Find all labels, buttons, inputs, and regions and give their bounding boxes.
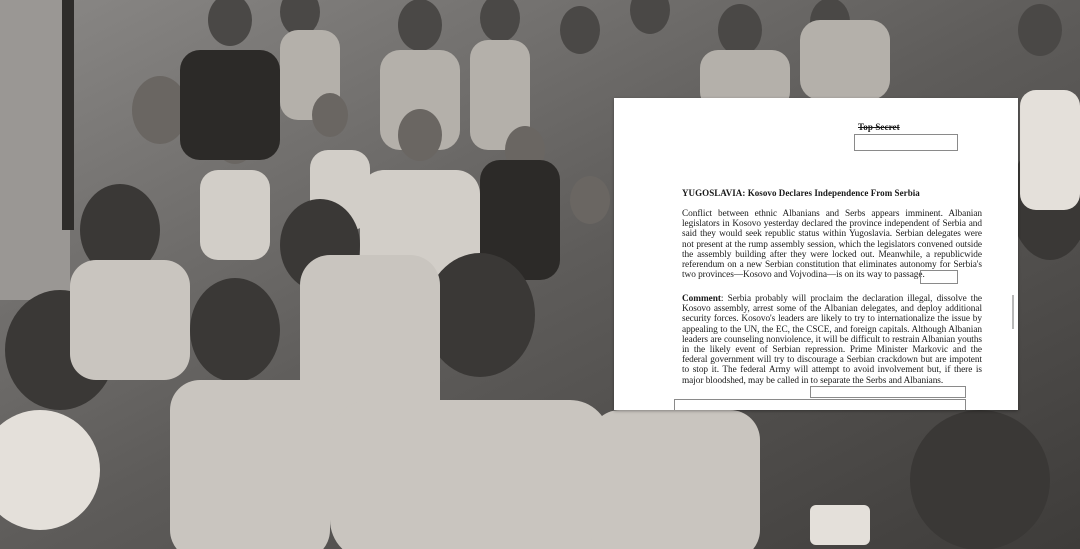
- document-headline: YUGOSLAVIA: Kosovo Declares Independence From Serbia: [682, 188, 920, 198]
- door-frame: [62, 0, 74, 230]
- redaction-box-end: [810, 386, 966, 398]
- scroll-indicator: [1012, 295, 1014, 329]
- redaction-box-top: [854, 134, 958, 151]
- paragraph-comment-text: : Serbia probably will proclaim the declaration illegal, dissolve the Kosovo assembly, arrest some of the Albanian delegates, and deploy additional security forces. Kosovo's leaders are likely to try to internationalize the issue by appealing to the UN, the EC, the CSCE, and foreign capitals. Although Albanian leaders are counseling nonviolence, it will be difficult to restrain Albanian youths in the likely event of Serbian repression. Prime Minister Markovic and the federal government will try to discourage a Serbian crackdown but are impotent to stop it. The federal Army will attempt to avoid involvement but, if there is major bloodshed, may be called in to separate the Serbs and Albanians.: [682, 294, 982, 386]
- redaction-box-inline: [920, 270, 958, 284]
- paragraph-summary-text: Conflict between ethnic Albanians and Serbs appears imminent. Albanian legislators in Kosovo yesterday declared the province independent of Serbia and said they would seek republic status within Yugoslavia. Serbian delegates were not present at the rump assembly session, which the legislators convened outside the assembly building after they were locked out. Meanwhile, a republicwide referendum on a new Serbian constitution that eliminates autonomy for Serbia's two provinces—Kosovo and Vojvodina—is on its way to passage.: [682, 209, 982, 281]
- comment-label: Comment: [682, 294, 721, 304]
- paragraph-comment: [682, 294, 982, 386]
- redaction-box-bottom: [674, 399, 966, 410]
- classification-marking: Top Secret: [858, 122, 900, 132]
- wall-left: [0, 0, 70, 300]
- declassified-document-page: [614, 98, 1018, 410]
